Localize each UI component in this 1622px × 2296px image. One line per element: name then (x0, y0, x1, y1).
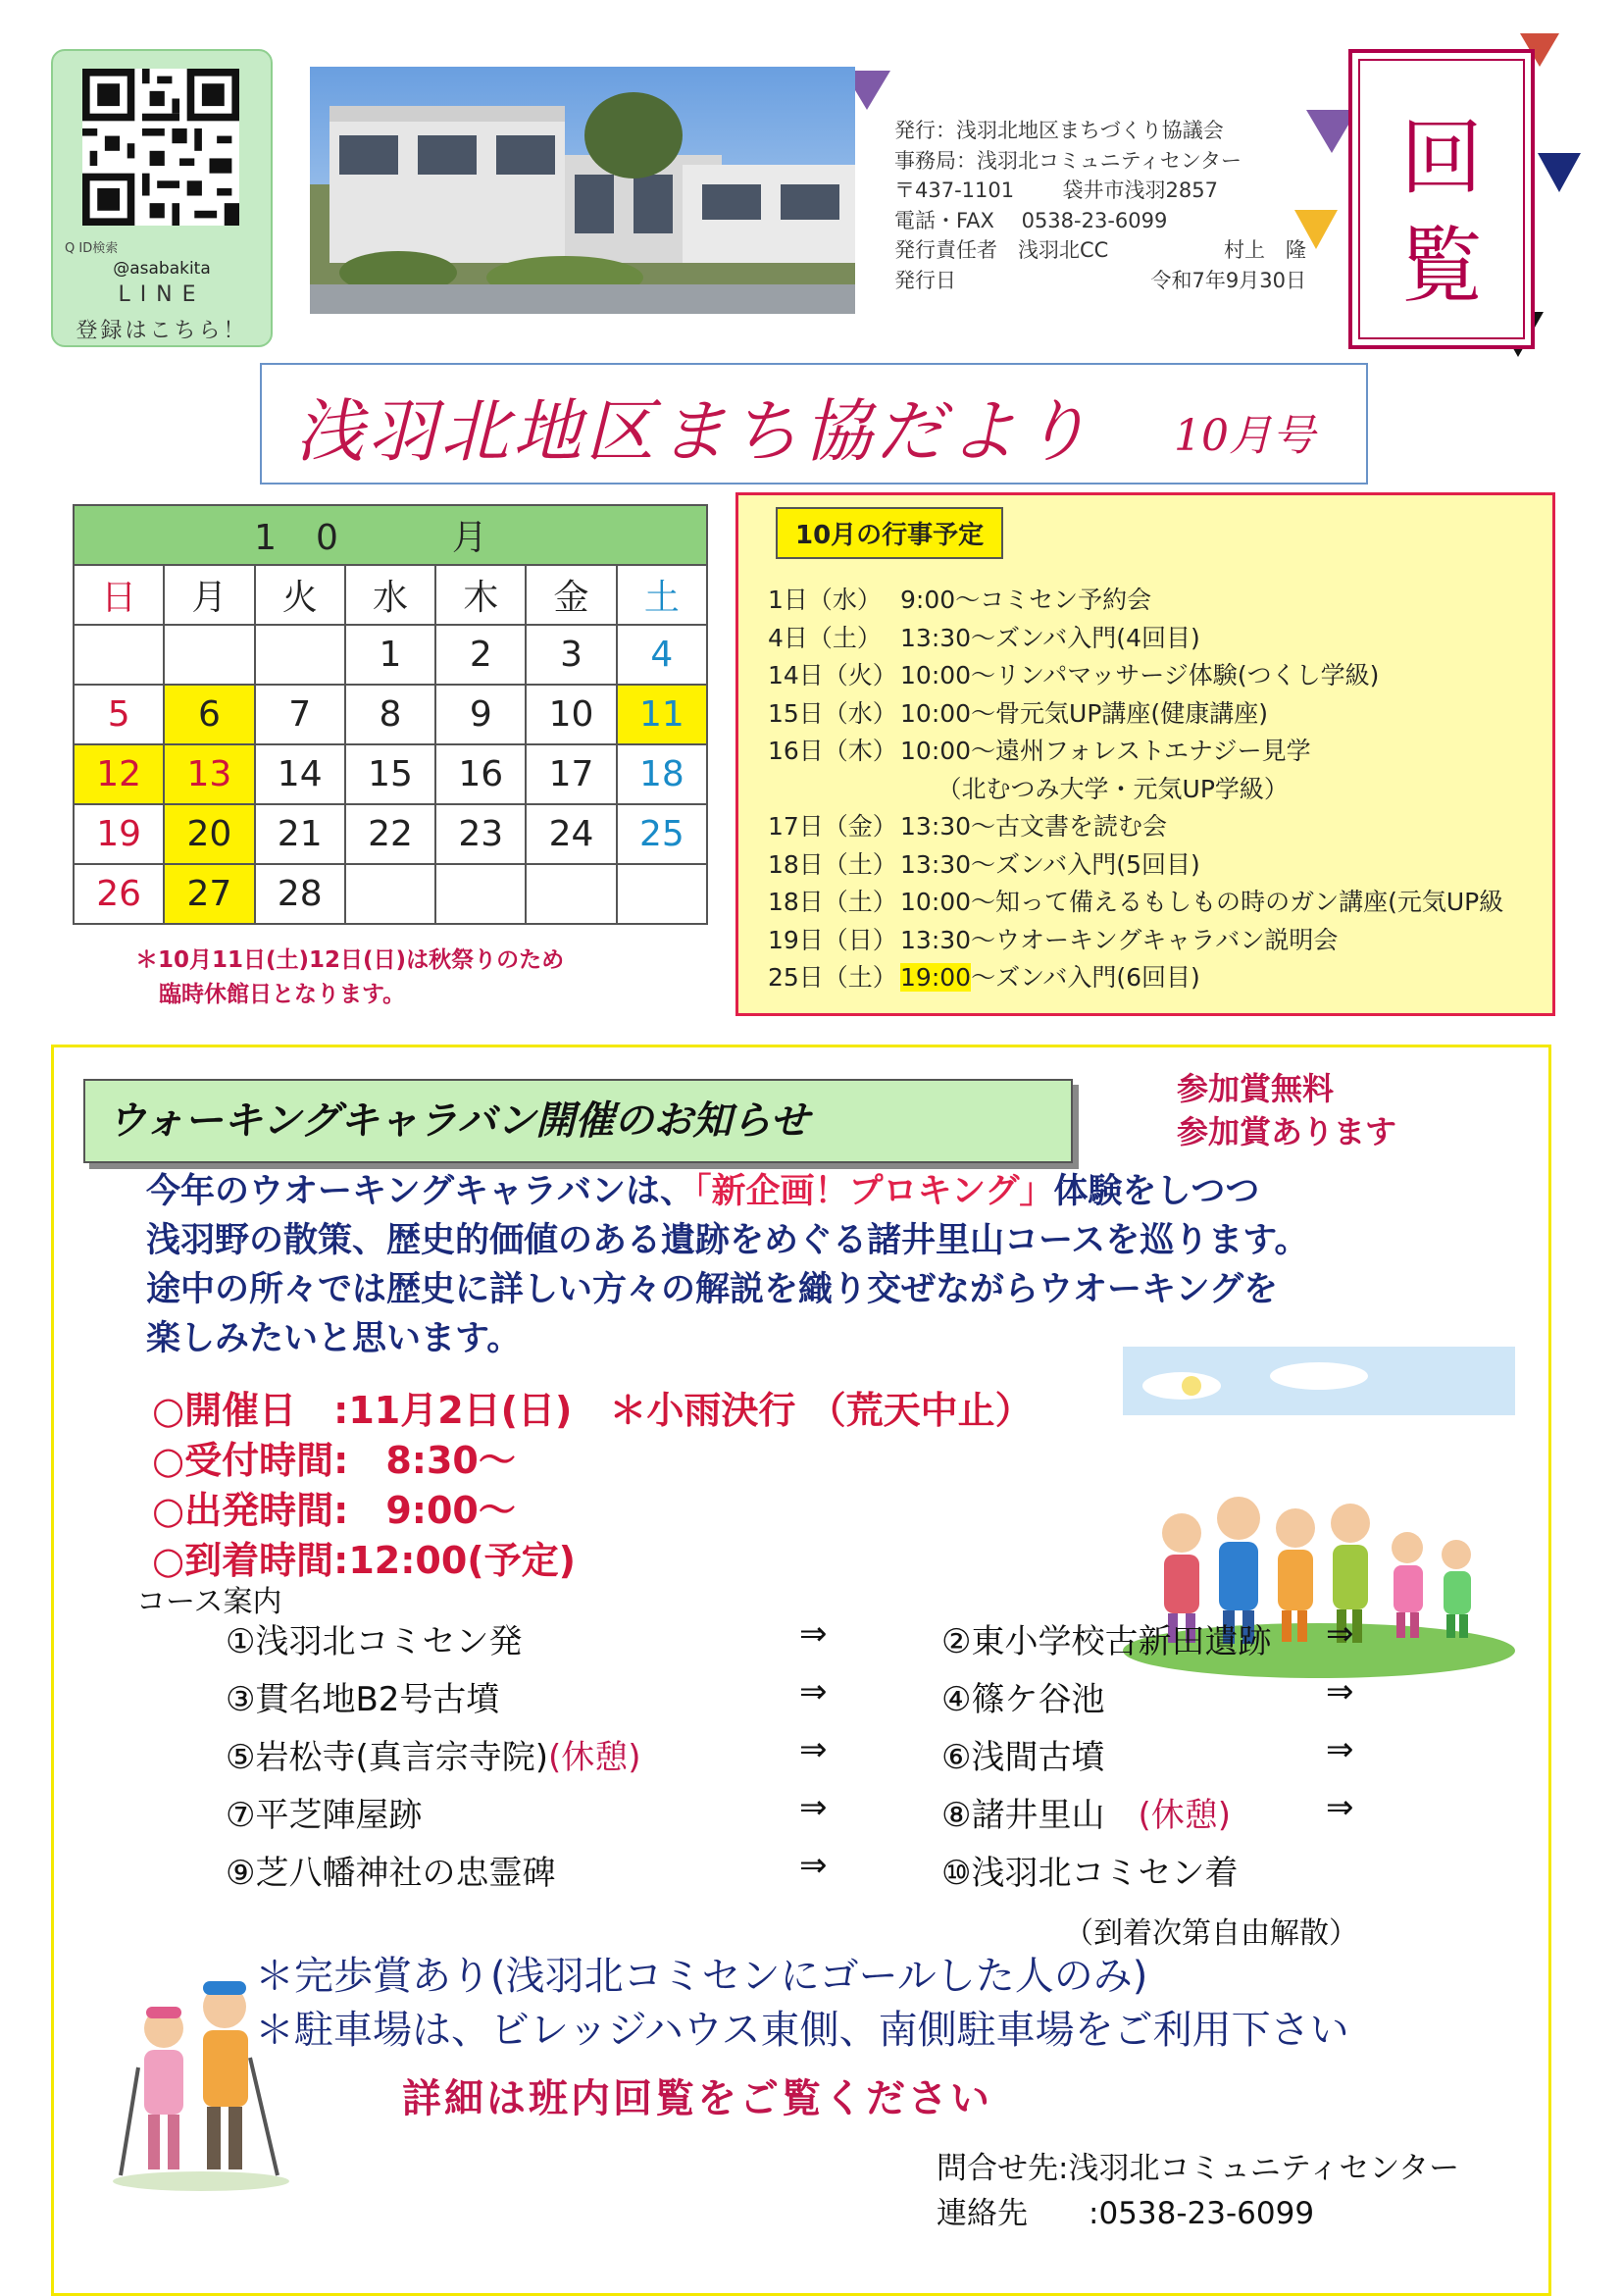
calendar-day: 7 (255, 685, 345, 744)
events-title: 10月の行事予定 (776, 507, 1003, 559)
october-calendar (73, 504, 708, 925)
arrow-icon: ⇒ (1326, 1730, 1354, 1769)
calendar-day: 25 (617, 804, 707, 864)
event-details (152, 1386, 1033, 1586)
calendar-day-holiday: 6 (164, 685, 254, 744)
weekday-header: 土 (617, 565, 707, 625)
calendar-day (255, 625, 345, 685)
calendar-day: 3 (526, 625, 616, 685)
arrow-icon: ⇒ (1326, 1672, 1354, 1711)
course-stop-name: ⑤岩松寺(真言宗寺院) (226, 1738, 549, 1777)
calendar-day (617, 864, 707, 924)
calendar-day: 2 (435, 625, 526, 685)
arrow-icon: ⇒ (799, 1672, 828, 1711)
weekday-header: 日 (74, 565, 164, 625)
event-text: 10:00～知って備えるもしもの時のガン講座(元気UP級 (900, 888, 1504, 916)
event-item (768, 884, 1503, 922)
event-text: 13:30～ズンバ入門(4回目) (900, 623, 1200, 652)
community-center-photo (310, 67, 855, 314)
event-text: 9:00～コミセン予約会 (900, 586, 1152, 614)
course-stop: ⑩浅羽北コミセン着 (941, 1854, 1239, 1893)
contact-line: 問合せ先:浅羽北コミュニティセンター (937, 2151, 1460, 2186)
event-item (768, 733, 1503, 771)
manager-label: 発行責任者 浅羽北CC (894, 238, 1109, 262)
event-text: ～ズンバ入門(6回目) (971, 963, 1200, 992)
calendar-day (74, 625, 164, 685)
intro-line: 途中の所々では歴史に詳しい方々の解説を織り交ぜながらウオーキングを (146, 1270, 1278, 1309)
event-text: 13:30～古文書を読む会 (900, 812, 1168, 841)
event-item (768, 657, 1503, 695)
hikers-illustration (103, 1960, 299, 2195)
weekday-header: 水 (345, 565, 435, 625)
line-registration-box (51, 49, 273, 347)
departure-time: ○出発時間: 9:00～ (152, 1489, 516, 1532)
prize-line: 参加賞無料 (1177, 1070, 1335, 1107)
qr-code-icon (82, 69, 239, 226)
calendar-note-line: ＊10月11日(土)12日(日)は秋祭りのため (135, 947, 565, 973)
calendar-day: 24 (526, 804, 616, 864)
calendar-day: 21 (255, 804, 345, 864)
event-item (768, 808, 1503, 846)
event-item (768, 959, 1503, 997)
stamp-char-top: 回 (1399, 110, 1483, 206)
newsletter-issue: 10月号 (1174, 411, 1315, 461)
course-stop-name: ⑧諸井里山 (941, 1796, 1105, 1835)
course-stop: ③貫名地B2号古墳 (226, 1680, 500, 1719)
course-stop: ①浅羽北コミセン発 (226, 1622, 523, 1661)
calendar-day (435, 864, 526, 924)
arrow-icon: ⇒ (799, 1730, 828, 1769)
weekday-header: 金 (526, 565, 616, 625)
reception-time: ○受付時間: 8:30～ (152, 1439, 516, 1482)
event-date: 15日（水） (768, 698, 897, 728)
calendar-day: 19 (74, 804, 164, 864)
calendar-day (526, 864, 616, 924)
event-date: 19日（日） (768, 925, 897, 954)
arrow-icon: ⇒ (799, 1846, 828, 1885)
line-id: @asabakita (113, 259, 211, 279)
event-item (768, 922, 1503, 960)
event-item (768, 582, 1503, 620)
walking-caravan-title: ウォーキングキャラバン開催のお知らせ (83, 1079, 1073, 1163)
event-item (768, 846, 1503, 885)
intro-line (146, 1167, 1308, 1216)
stamp-char-bottom: 覧 (1399, 218, 1483, 314)
event-text: 13:30～ウオーキングキャラバン説明会 (900, 925, 1339, 954)
walk-notes (255, 1950, 1349, 2058)
calendar-day-closed: 11 (617, 685, 707, 744)
arrow-icon: ⇒ (799, 1788, 828, 1827)
calendar-day-closed: 12 (74, 744, 164, 804)
postal-code: 〒437-1101 (894, 179, 1015, 202)
phone-line: 電話・FAX 0538-23-6099 (894, 208, 1168, 232)
calendar-day-holiday: 13 (164, 744, 254, 804)
course-stop (941, 1788, 1231, 1836)
course-stop: ⑥浅間古墳 (941, 1738, 1105, 1777)
issue-date: 令和7年9月30日 (1150, 268, 1306, 292)
course-stop: ④篠ケ谷池 (941, 1680, 1105, 1719)
newsletter-title-box (260, 363, 1368, 485)
event-text: 10:00～遠州フォレストエナジー見学 (900, 737, 1311, 765)
date-label: 発行日 (894, 268, 956, 292)
calendar-day: 5 (74, 685, 164, 744)
calendar-month: 10 月 (74, 505, 707, 565)
event-date: 4日（土） (768, 623, 882, 652)
calendar-day: 23 (435, 804, 526, 864)
prize-info (1177, 1067, 1396, 1153)
course-stop: ②東小学校古新田遺跡 (941, 1622, 1272, 1661)
event-date: 18日（土） (768, 888, 897, 916)
calendar-day: 18 (617, 744, 707, 804)
address: 袋井市浅羽2857 (1062, 179, 1218, 202)
prize-line: 参加賞あります (1177, 1113, 1397, 1150)
see-circular-note: 詳細は班内回覧をご覧ください (402, 2076, 992, 2121)
calendar-day: 10 (526, 685, 616, 744)
free-dismissal-note: （到着次第自由解散） (1064, 1916, 1358, 1951)
calendar-day: 28 (255, 864, 345, 924)
calendar-day: 1 (345, 625, 435, 685)
intro-line: 浅羽野の散策、歴史的価値のある遺跡をめぐる諸井里山コースを巡ります。 (146, 1221, 1309, 1260)
weekday-header: 木 (435, 565, 526, 625)
event-text: （北むつみ大学・元気UP学級） (949, 774, 1289, 803)
contact-info (937, 2146, 1459, 2236)
calendar-note-line: 臨時休館日となります。 (159, 982, 406, 1007)
manager-name: 村上 隆 (1224, 238, 1306, 262)
completion-award-note: ＊完歩賞あり(浅羽北コミセンにゴールした人のみ) (255, 1954, 1148, 1999)
walking-caravan-section (51, 1045, 1551, 2296)
october-events-panel (735, 492, 1555, 1016)
arrival-time: ○到着時間:12:00(予定) (152, 1539, 577, 1582)
calendar-day: 22 (345, 804, 435, 864)
calendar-day: 16 (435, 744, 526, 804)
calendar-day: 14 (255, 744, 345, 804)
parking-note: ＊駐車場は、ビレッジハウス東側、南側駐車場をご利用下さい (255, 2008, 1349, 2053)
arrow-icon: ⇒ (1326, 1614, 1354, 1654)
calendar-day (164, 625, 254, 685)
events-list (768, 582, 1503, 997)
calendar-day-holiday: 27 (164, 864, 254, 924)
event-date: 25日（土） (768, 963, 897, 992)
calendar-day: 17 (526, 744, 616, 804)
calendar-day: 9 (435, 685, 526, 744)
arrow-icon: ⇒ (799, 1614, 828, 1654)
intro-line: 楽しみたいと思います。 (146, 1319, 522, 1358)
course-stop: ⑨芝八幡神社の忠霊碑 (226, 1854, 556, 1893)
weekday-header: 月 (164, 565, 254, 625)
weekday-header: 火 (255, 565, 345, 625)
circulation-stamp (1348, 49, 1535, 349)
rest-label: (休憩) (1138, 1796, 1232, 1835)
event-text: 10:00～骨元気UP講座(健康講座) (900, 698, 1268, 728)
course-heading: コース案内 (136, 1585, 282, 1619)
event-text: 13:30～ズンバ入門(5回目) (900, 849, 1200, 879)
event-date-line: ○開催日 :11月2日(日) ＊小雨決行 （荒天中止） (152, 1389, 1033, 1432)
event-item (768, 695, 1503, 734)
publisher-info (894, 116, 1336, 295)
course-stop: ⑦平芝陣屋跡 (226, 1796, 423, 1835)
calendar-day: 8 (345, 685, 435, 744)
event-item (768, 620, 1503, 658)
event-time-highlight: 19:00 (900, 963, 972, 992)
line-register-text: 登録はこちら！ (76, 319, 248, 343)
intro-part: 今年のウオーキングキャラバンは、 (146, 1172, 694, 1211)
calendar-day: 15 (345, 744, 435, 804)
event-date: 1日（水） (768, 586, 882, 614)
event-date: 18日（土） (768, 849, 897, 879)
event-date: 17日（金） (768, 812, 897, 841)
new-project-highlight: 「新企画！プロキング」 (693, 1172, 1054, 1211)
event-date: 16日（木） (768, 737, 897, 765)
line-label: LINE (118, 282, 206, 307)
event-text: 10:00～リンパマッサージ体験(つくし学級) (900, 661, 1380, 689)
office-line: 事務局：浅羽北コミュニティセンター (894, 148, 1242, 173)
event-item (768, 771, 1503, 809)
qr-search-hint: Q ID検索 (65, 241, 119, 256)
intro-part: 体験をしつつ (1053, 1172, 1260, 1211)
calendar-note (135, 944, 564, 1012)
calendar-day: 4 (617, 625, 707, 685)
arrow-icon: ⇒ (1326, 1788, 1354, 1827)
calendar-day-holiday: 20 (164, 804, 254, 864)
intro-text (146, 1167, 1308, 1363)
course-stop (226, 1730, 641, 1778)
issuer-line: 発行：浅羽北地区まちづくり協議会 (894, 119, 1224, 142)
event-date: 14日（火） (768, 661, 897, 689)
rest-label: (休憩) (548, 1738, 641, 1777)
calendar-day (345, 864, 435, 924)
calendar-day: 26 (74, 864, 164, 924)
newsletter-title: 浅羽北地区まち協だより (295, 391, 1093, 472)
pennant-flag (1538, 153, 1581, 192)
contact-phone: 連絡先 :0538-23-6099 (937, 2196, 1315, 2231)
